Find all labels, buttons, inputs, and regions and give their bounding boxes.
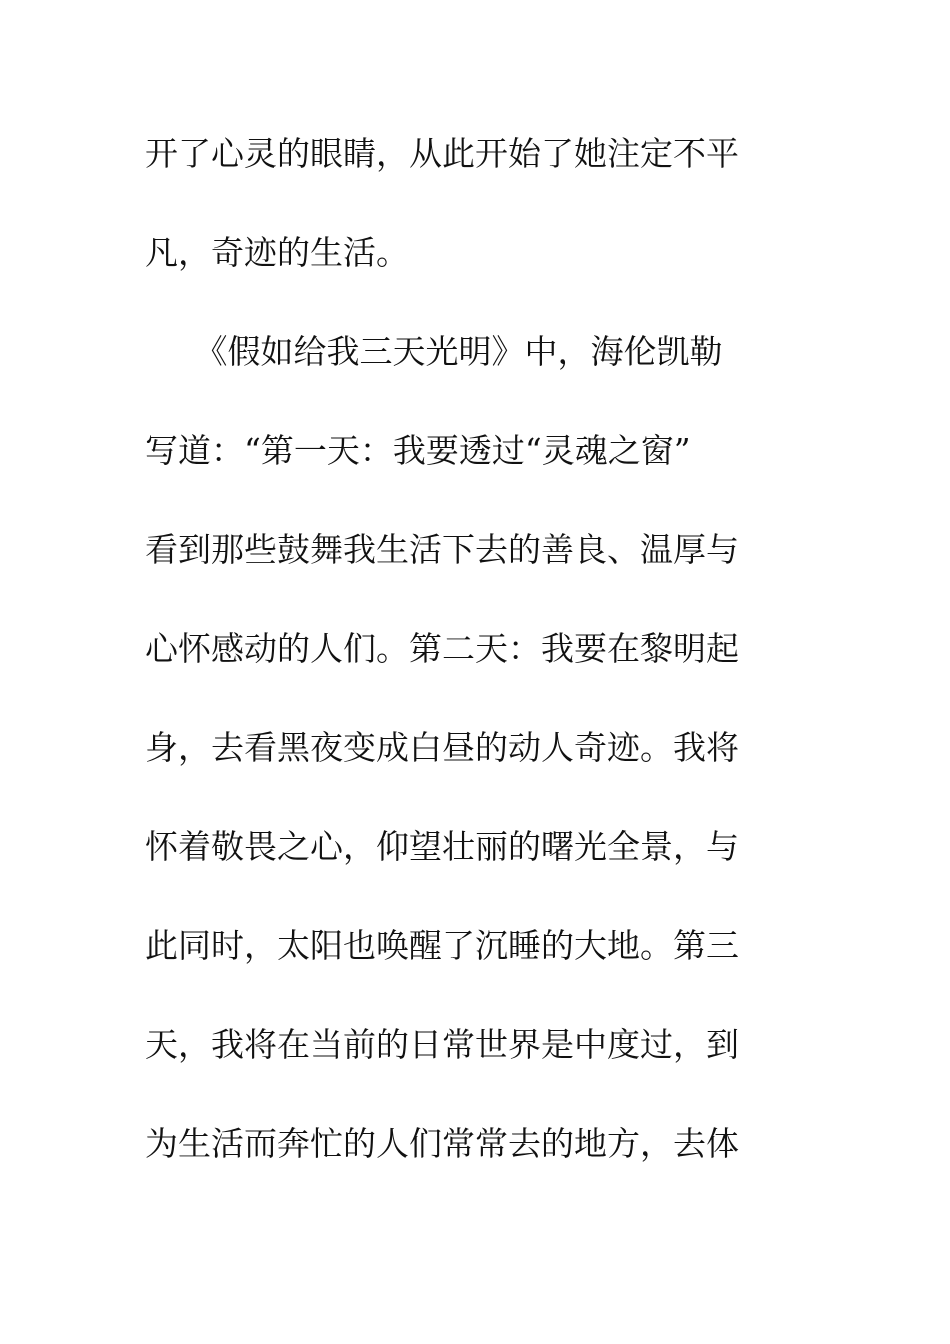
text-line: 为生活而奔忙的人们常常去的地方，去体 [145, 1124, 739, 1163]
text-line: 怀着敬畏之心，仰望壮丽的曙光全景，与 [145, 827, 739, 866]
text-line: 身，去看黑夜变成白昼的动人奇迹。我将 [145, 728, 739, 767]
text-line: 心怀感动的人们。第二天：我要在黎明起 [145, 629, 739, 668]
text-line: 看到那些鼓舞我生活下去的善良、温厚与 [145, 530, 739, 569]
text-line: 写道：“第一天：我要透过“灵魂之窗” [145, 431, 691, 470]
text-line: 凡，奇迹的生活。 [145, 233, 409, 272]
body-text [145, 126, 785, 1215]
text-line: 此同时，太阳也唤醒了沉睡的大地。第三 [145, 926, 739, 965]
text-line: 《假如给我三天光明》中，海伦凯勒 [145, 332, 723, 371]
text-line: 开了心灵的眼睛，从此开始了她注定不平 [145, 134, 739, 173]
text-line: 天，我将在当前的日常世界是中度过，到 [145, 1025, 739, 1064]
